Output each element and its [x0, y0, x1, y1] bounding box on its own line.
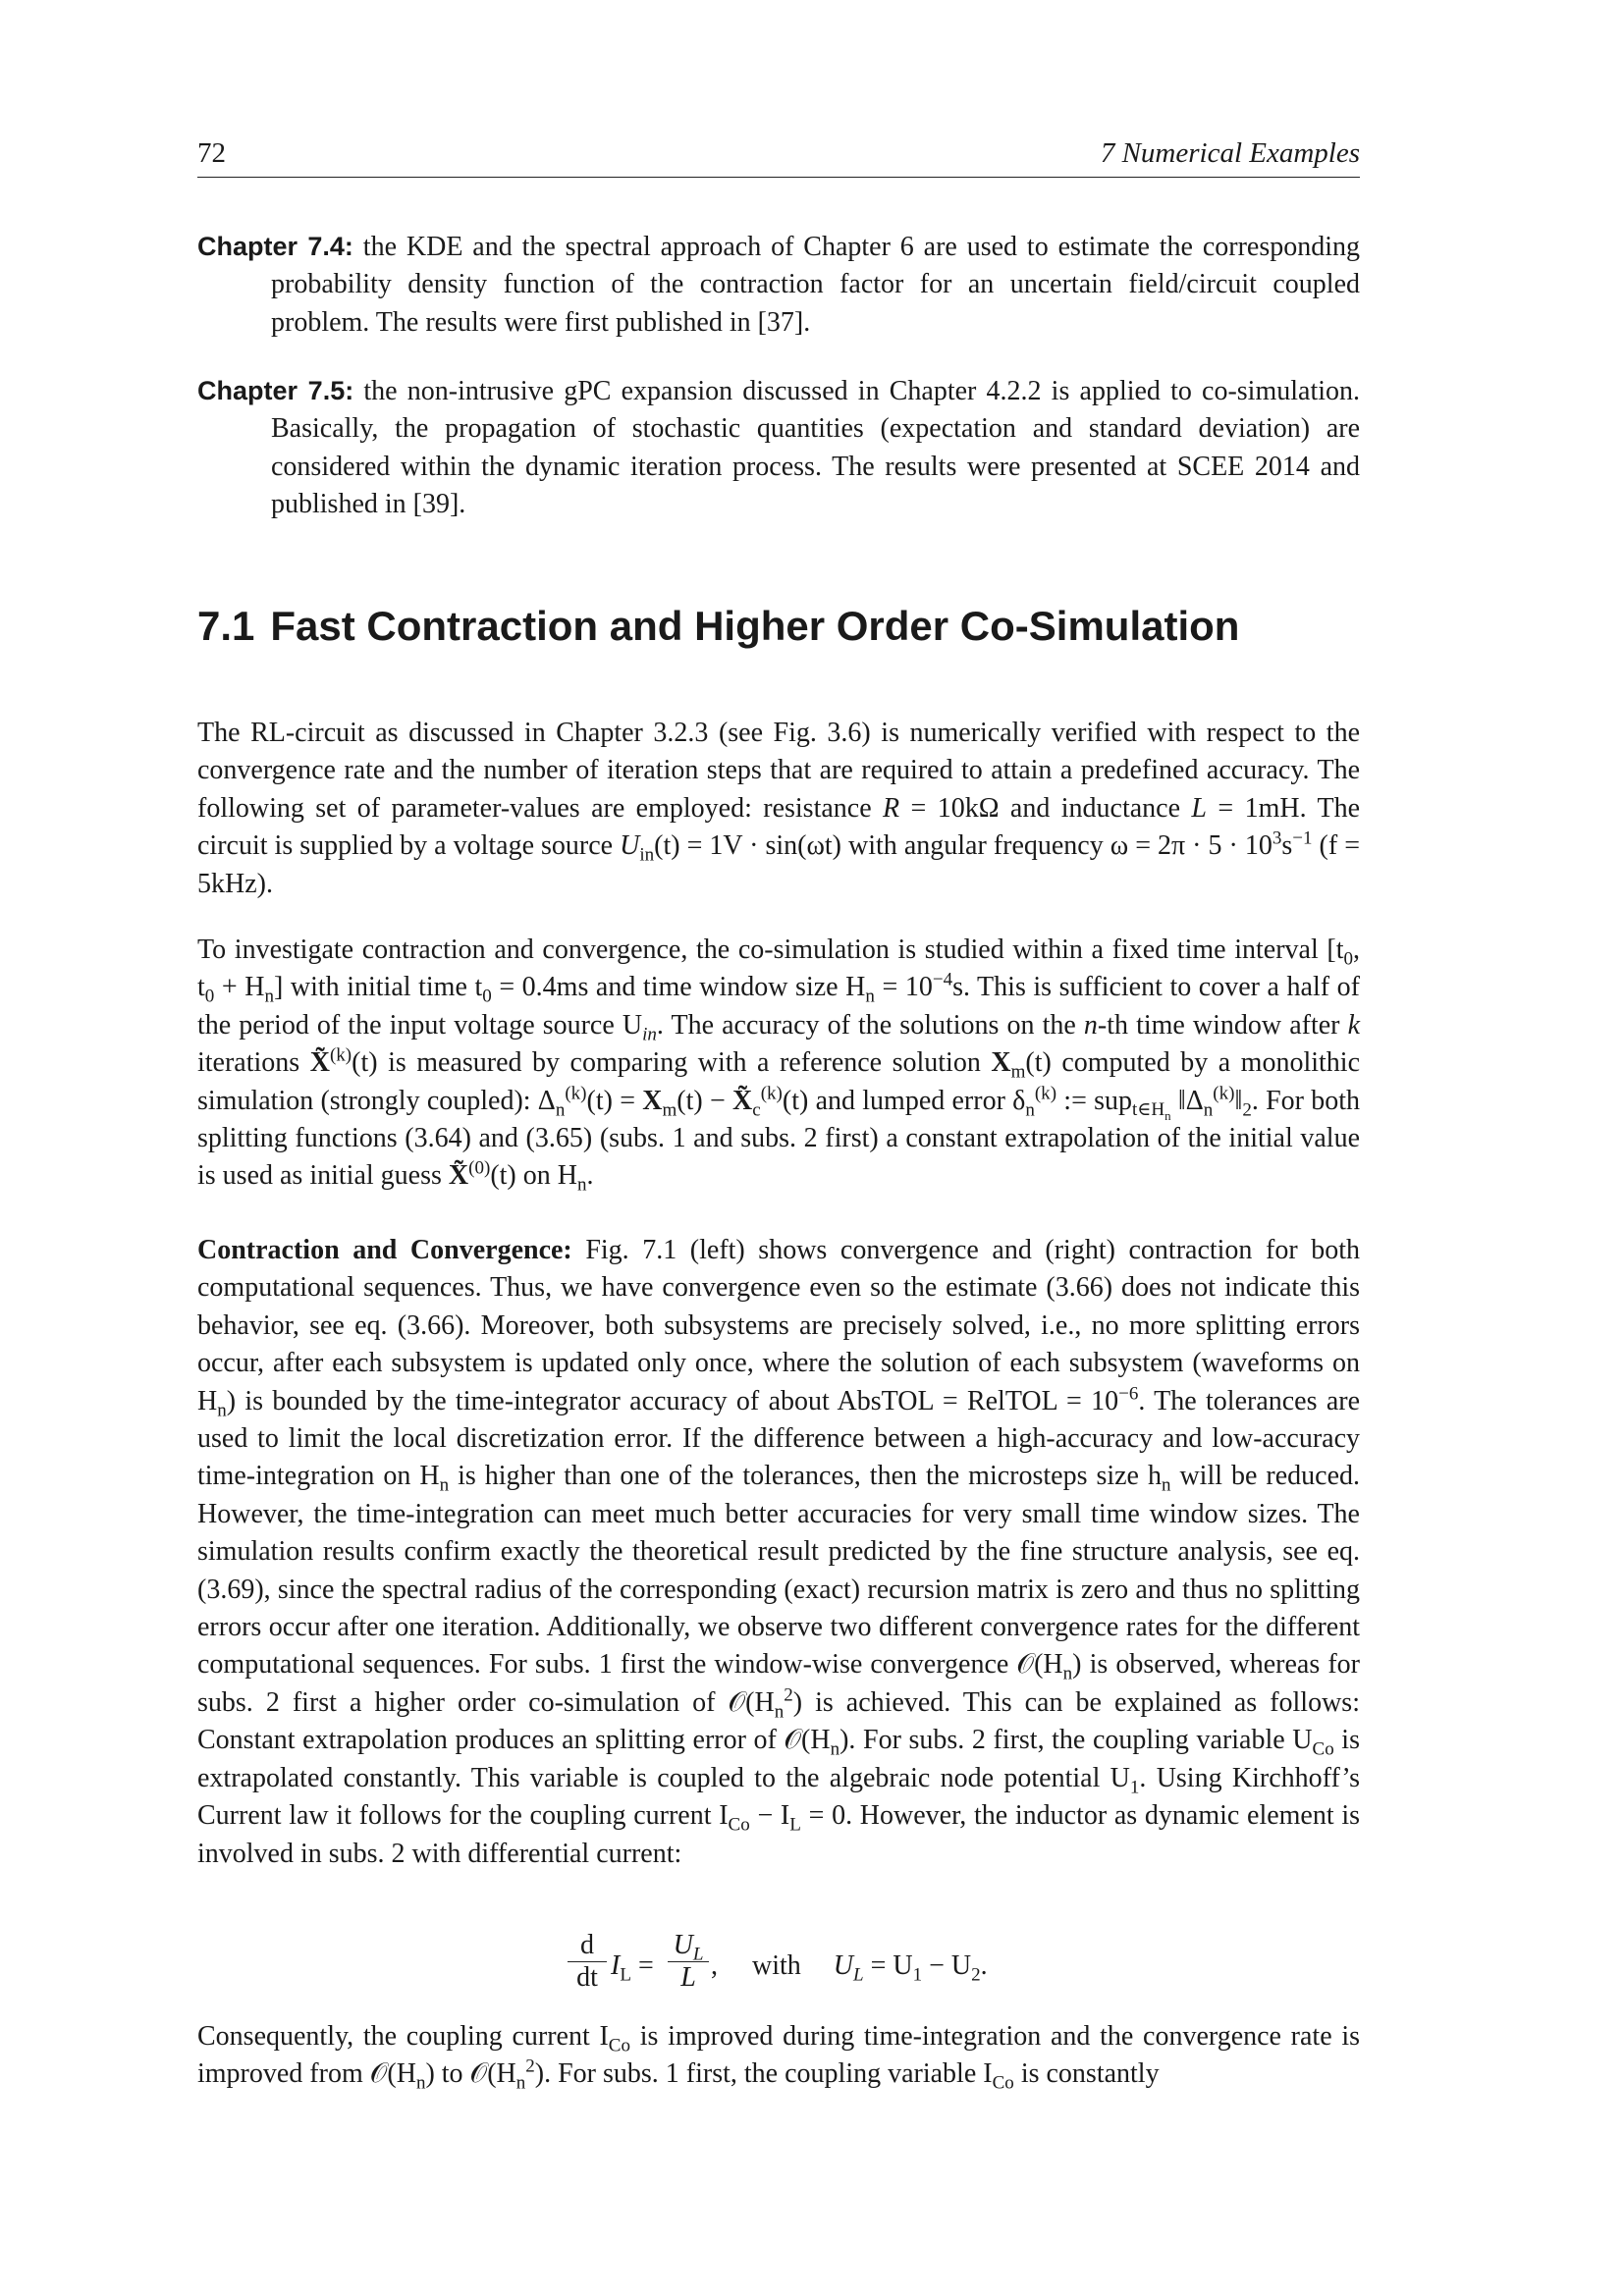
paragraph-lead: Contraction and Convergence:: [197, 1235, 572, 1265]
paragraph-contraction-convergence: Contraction and Convergence: Fig. 7.1 (left) shows convergence and (right) contraction for both computational sequences. Thus, we have convergence even so the estimate (3.66) does not indicate this behavior, see eq. (3.66). Moreover, both subsystems are precisely solved, i.e., no more splitting errors occur, after each subsystem is updated only once, where the solution of each subsystem (waveforms on $H_n$) is bounded by the time-integrator accuracy of about AbsTOL = RelTOL = $10^{-6}$. The tolerances are used to limit the local discretization error. If the difference between a high-accuracy and low-accuracy time-integration on $H_n$ is higher than one of the tolerances, then the microsteps size $h_n$ will be reduced. However, the time-integration can meet much better accuracies for very small time window sizes. The simulation results confirm exactly the theoretical result predicted by the fine structure analysis, see eq. (3.69), since the spectral radius of the corresponding (exact) recursion matrix is zero and thus no splitting errors occur after one iteration. Additionally, we observe two different convergence rates for the different computational sequences. For subs. 1 first the window-wise convergence $𝒪(H_n)$ is observed, whereas for subs. 2 first a higher order co-simulation of $𝒪(H_n^2)$ is achieved. This can be explained as follows: Constant extrapolation produces an splitting error of $𝒪(H_n)$. For subs. 2 first, the coupling variable $U_{Co}$ is extrapolated constantly. This variable is coupled to the algebraic node potential $U_1$. Using Kirchhoff’s Current law it follows for the coupling current $I_{Co} - I_L = 0$. However, the inductor as dynamic element is involved in subs. 2 with differential current:: [197, 1235, 1361, 1869]
section-heading: [197, 603, 1239, 650]
chapter-label: Chapter 7.5:: [197, 376, 354, 405]
chapter-description: the non-intrusive gPC expansion discussed in Chapter 4.2.2 is applied to co-simulation. Basically, the propagation of stochastic quantities (expectation and standard deviation) are considered within the dynamic iteration process. The results were presented at SCEE 2014 and published in [39].: [271, 376, 1360, 520]
chapter-entry-7-5: [197, 372, 1360, 524]
derivative-operator: $\frac{d}{dt}$: [568, 1930, 607, 1994]
chapter-description: the KDE and the spectral approach of Chapter 6 are used to estimate the corresponding probability density function of the contraction factor for an uncertain field/circuit coupled problem. The results were first published in [37].: [271, 232, 1361, 338]
page-number: 72: [197, 137, 226, 169]
paragraph-consequently: Consequently, the coupling current $I_{Co}$ is improved during time-integration and the convergence rate is improved from $𝒪(H_n)$ to $𝒪(H_n^2)$. For subs. 1 first, the coupling variable $I_{Co}$ is constantly: [197, 2021, 1361, 2094]
running-head: [197, 130, 1360, 178]
chapter-entry-7-4: [197, 228, 1360, 342]
section-title: Fast Contraction and Higher Order Co-Simulation: [270, 603, 1240, 649]
paragraph-rl-circuit: The RL-circuit as discussed in Chapter 3.2.3 (see Fig. 3.6) is numerically verified with respect to the convergence rate and the number of iteration steps that are required to attain a predefined accuracy. The following set of parameter-values are employed: resistance R = 10kΩ and inductance L = 1mH. The circuit is supplied by a voltage source $U_{in}(t) = 1V \cdot \sin(\omega t)$ with angular frequency $\omega = 2\pi \cdot 5 \cdot 10^3s^{-1}$ (f = 5kHz).: [197, 718, 1360, 899]
display-equation: $\frac{d}{dt}$ $I_L$ = $\frac{U_L}{L}$ , with $U_L = U_1 - U_2$.: [0, 1930, 1624, 2004]
chapter-label: Chapter 7.4:: [197, 232, 353, 261]
section-number: 7.1: [197, 603, 255, 649]
voltage-over-inductance: $\frac{U_L}{L}$: [668, 1930, 709, 1994]
running-chapter-title: 7 Numerical Examples: [1100, 137, 1360, 169]
paragraph-contraction-setup: To investigate contraction and convergence, the co-simulation is studied within a fixed time interval [$t_0$, $t_0 + H_n$] with initial time $t_0 = 0.4ms$ and time window size $H_n = 10^{-4}s$. This is sufficient to cover a half of the period of the input voltage source $U_{in}$. The accuracy of the solutions on the n-th time window after k iterations X̃$^{(k)}$(t) is measured by comparing with a reference solution $X_m(t)$ computed by a monolithic simulation (strongly coupled): $\Delta_n^{(k)}(t) = X_m(t)$ − $X̃_c^{(k)}(t)$ and lumped error $\delta_n^{(k)}$ := sup$_{t\in H_n}$ $‖\Delta_n^{(k)}‖_2$. For both splitting functions (3.64) and (3.65) (subs. 1 and subs. 2 first) a constant extrapolation of the initial value is used as initial guess X̃$^{(0)}$(t) on $H_n$.: [197, 934, 1361, 1197]
